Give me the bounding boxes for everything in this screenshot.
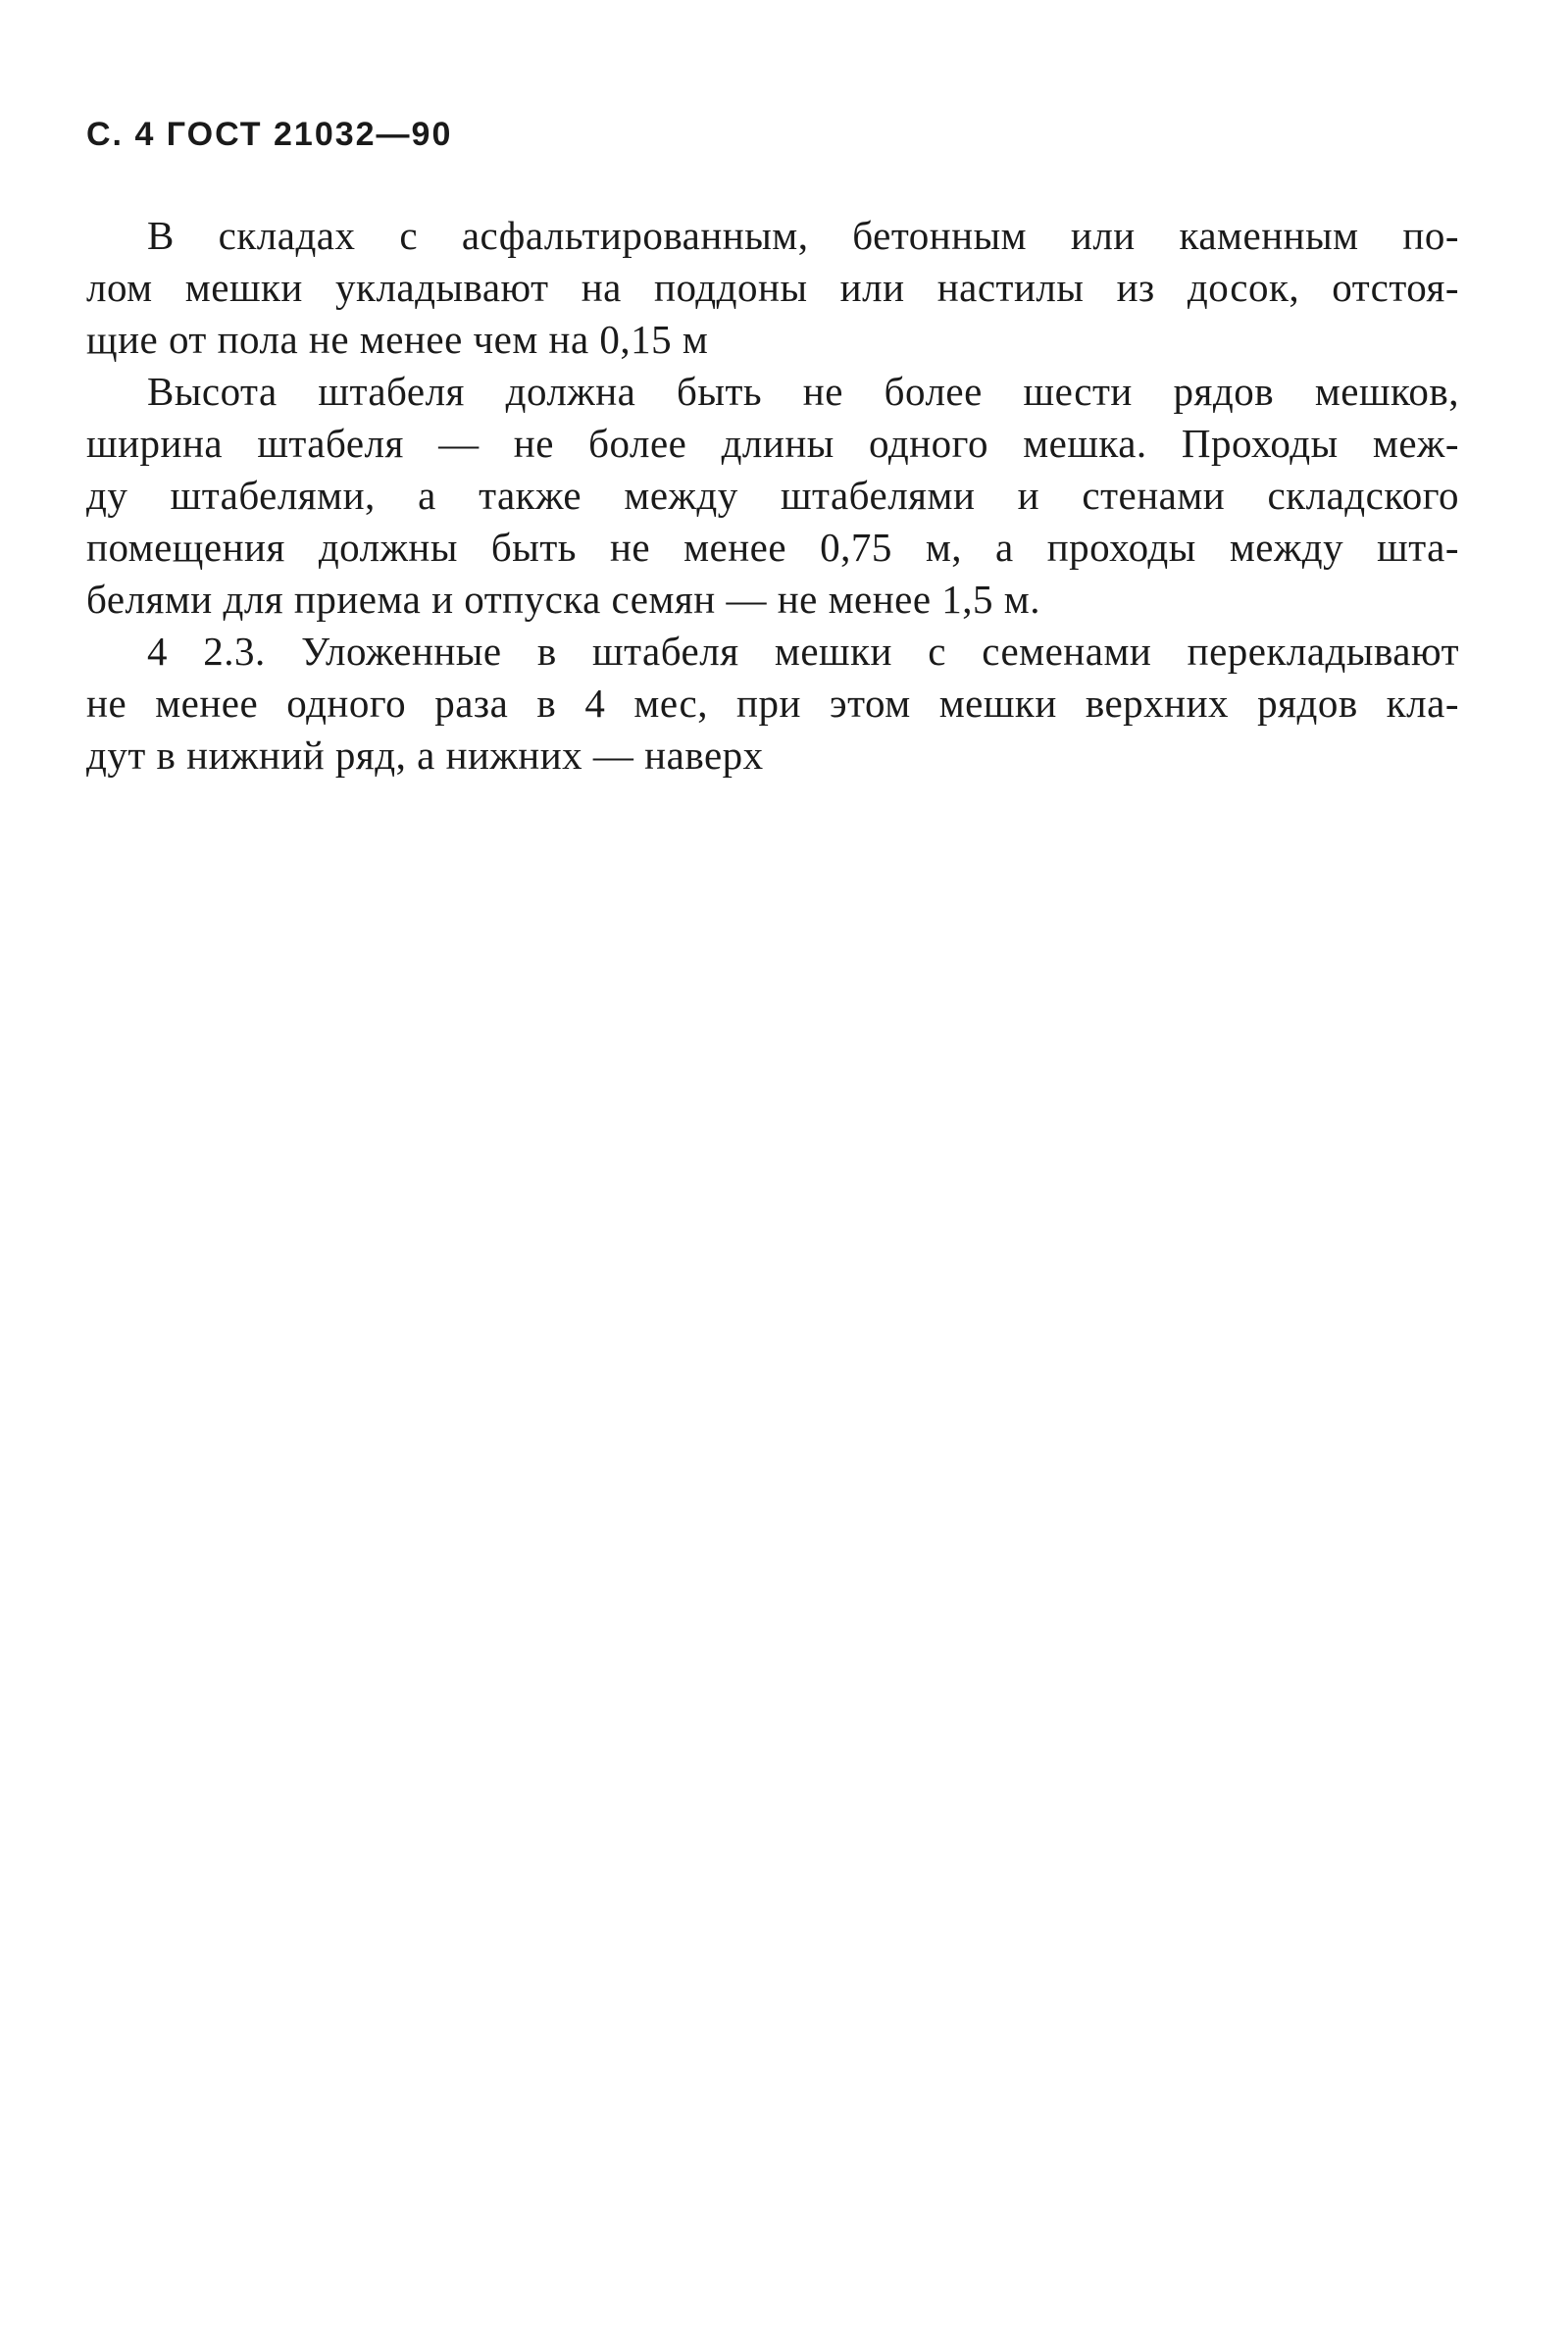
paragraph-4-2-3 [86,626,1459,782]
text-line: В складах с асфальтированным, бетонным или каменным по- [147,213,1459,258]
paragraph-storage-floor [86,210,1459,366]
text-line: 4 2.3. Уложенные в штабеля мешки с семенами перекладывают [147,629,1459,674]
text-line: ширина штабеля — не более длины одного мешка. Проходы меж- [86,421,1459,466]
running-header: С. 4 ГОСТ 21032—90 [86,116,453,153]
text-line: белями для приема и отпуска семян — не менее 1,5 м. [86,577,1041,622]
text-line: Высота штабеля должна быть не более шести рядов мешков, [147,369,1459,414]
text-line: щие от пола не менее чем на 0,15 м [86,317,709,362]
text-line: ду штабелями, а также между штабелями и стенами складского [86,473,1459,518]
text-line: не менее одного раза в 4 мес, при этом мешки верхних рядов кла- [86,681,1459,726]
body-text [86,210,1459,782]
paragraph-stack-height [86,366,1459,626]
text-line: помещения должны быть не менее 0,75 м, а проходы между шта- [86,525,1459,570]
text-line: лом мешки укладывают на поддоны или настилы из досок, отстоя- [86,265,1459,310]
text-line: дут в нижний ряд, а нижних — наверх [86,733,764,778]
